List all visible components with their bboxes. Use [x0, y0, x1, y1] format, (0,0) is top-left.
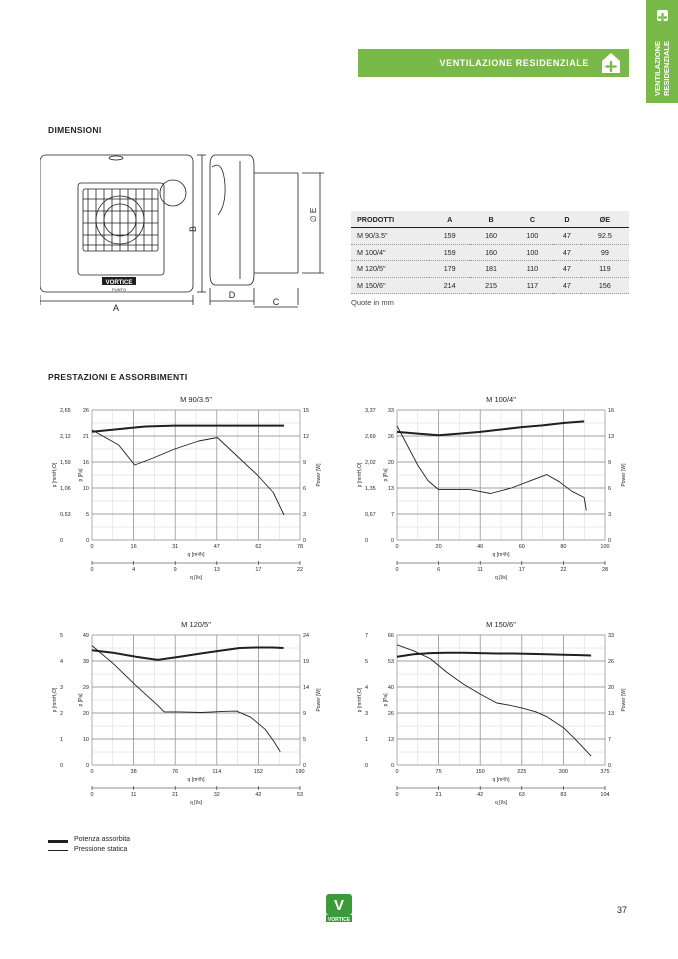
series-line-pressure [92, 646, 280, 752]
y-axis-label-mmh2o: p [mmH₂O] [52, 687, 58, 713]
dim-label-b: B [188, 225, 198, 233]
secondary-x-tick-label: 9 [173, 567, 177, 573]
secondary-x-axis-label: q [l/s] [190, 800, 202, 806]
x-axis-label: q [m³/h] [492, 552, 510, 558]
table-row [351, 244, 629, 261]
chart-title: M 150/6" [486, 620, 516, 629]
y-tick-label-pa: 20 [82, 711, 89, 717]
y-axis-label-pa: p [Pa] [78, 468, 84, 482]
units-note: Quote in mm [351, 298, 394, 307]
table-row [351, 228, 629, 245]
secondary-x-tick-label: 22 [296, 567, 304, 573]
table-cell: 92.5 [581, 228, 629, 245]
front-brand-label: VORTICE [105, 280, 133, 286]
y-tick-label-pa: 40 [387, 685, 394, 691]
y-tick-label-power: 9 [608, 460, 612, 466]
dim-label-e: ∅ E [309, 207, 318, 223]
y-tick-label-mmh2o: 2,65 [60, 408, 71, 414]
chart-title: M 120/5" [181, 620, 211, 629]
x-axis-label: q [m³/h] [187, 777, 205, 783]
secondary-x-tick-label: 0 [395, 567, 399, 573]
series-line-pressure [397, 426, 586, 511]
table-header: C [512, 211, 553, 228]
y-tick-label-power: 0 [608, 538, 612, 544]
y-tick-label-pa: 10 [82, 486, 89, 492]
table-cell: 215 [470, 277, 511, 294]
y-tick-label-mmh2o: 1,06 [60, 486, 71, 492]
table-header-row [351, 211, 629, 228]
y-axis-label-power: Power [W] [621, 688, 627, 712]
y-tick-label-mmh2o: 3 [60, 685, 64, 691]
y-axis-label-pa: p [Pa] [383, 693, 389, 707]
series-line-power [92, 426, 284, 432]
y-axis-label-power: Power [W] [316, 688, 322, 712]
y-tick-label-pa: 10 [82, 737, 89, 743]
y-tick-label-pa: 0 [85, 538, 89, 544]
secondary-x-tick-label: 42 [477, 792, 484, 798]
y-tick-label-power: 6 [303, 486, 307, 492]
secondary-x-tick-label: 4 [132, 567, 136, 573]
table-row [351, 261, 629, 278]
y-tick-label-power: 26 [608, 659, 615, 665]
secondary-x-tick-label: 0 [90, 792, 94, 798]
secondary-x-tick-label: 21 [172, 792, 179, 798]
secondary-x-tick-label: 83 [560, 792, 567, 798]
y-tick-label-power: 13 [608, 711, 615, 717]
y-tick-label-pa: 26 [387, 434, 394, 440]
secondary-x-tick-label: 21 [435, 792, 442, 798]
series-line-power [92, 648, 284, 660]
x-tick-label: 60 [518, 544, 525, 550]
legend-swatch-pressure [48, 850, 68, 851]
y-tick-label-mmh2o: 2 [60, 711, 64, 717]
table-cell: 181 [470, 261, 511, 278]
legend-label-pressure: Pressione statica [74, 846, 128, 853]
chart-title: M 100/4" [486, 395, 516, 404]
table-cell: 100 [512, 228, 553, 245]
y-tick-label-mmh2o: 7 [365, 633, 369, 639]
y-tick-label-mmh2o: 0,53 [60, 512, 71, 518]
y-tick-label-pa: 49 [82, 633, 89, 639]
y-tick-label-pa: 5 [85, 512, 89, 518]
performance-heading: PRESTAZIONI E ASSORBIMENTI [48, 372, 188, 382]
secondary-x-tick-label: 53 [296, 792, 304, 798]
y-tick-label-pa: 0 [390, 763, 394, 769]
secondary-x-tick-label: 11 [130, 792, 137, 798]
page-number: 37 [617, 905, 628, 915]
series-line-power [397, 421, 584, 435]
x-tick-label: 62 [255, 544, 262, 550]
table-cell: 119 [581, 261, 629, 278]
y-tick-label-mmh2o: 4 [60, 659, 64, 665]
y-tick-label-power: 6 [608, 486, 612, 492]
x-tick-label: 0 [395, 769, 399, 775]
y-tick-label-pa: 53 [387, 659, 394, 665]
y-tick-label-power: 33 [608, 633, 615, 639]
y-tick-label-power: 12 [303, 434, 310, 440]
secondary-x-tick-label: 0 [395, 792, 399, 798]
y-tick-label-mmh2o: 0 [60, 538, 64, 544]
table-cell: 47 [553, 244, 581, 261]
table-cell: 117 [512, 277, 553, 294]
y-axis-label-pa: p [Pa] [383, 468, 389, 482]
y-axis-label-power: Power [W] [316, 463, 322, 487]
y-tick-label-power: 3 [608, 512, 612, 518]
front-model-label: PUNTO [112, 287, 126, 292]
y-tick-label-mmh2o: 3 [365, 711, 369, 717]
y-tick-label-power: 3 [303, 512, 307, 518]
y-tick-label-mmh2o: 1 [365, 737, 369, 743]
y-tick-label-mmh2o: 2,12 [60, 434, 71, 440]
y-tick-label-power: 9 [303, 460, 307, 466]
secondary-x-tick-label: 32 [213, 792, 220, 798]
x-tick-label: 38 [130, 769, 137, 775]
y-tick-label-mmh2o: 2,02 [365, 460, 376, 466]
table-cell: 47 [553, 261, 581, 278]
y-tick-label-mmh2o: 3,37 [365, 408, 376, 414]
y-tick-label-power: 0 [608, 763, 612, 769]
series-line-pressure [397, 645, 591, 756]
x-tick-label: 190 [295, 769, 305, 775]
y-tick-label-power: 19 [303, 659, 310, 665]
x-tick-label: 20 [435, 544, 442, 550]
y-tick-label-pa: 26 [387, 711, 394, 717]
table-cell: M 100/4" [351, 244, 429, 261]
y-tick-label-pa: 21 [82, 434, 89, 440]
y-tick-label-mmh2o: 0,67 [365, 512, 376, 518]
y-tick-label-pa: 16 [82, 460, 89, 466]
table-cell: 110 [512, 261, 553, 278]
x-tick-label: 100 [600, 544, 610, 550]
dimensions-heading: DIMENSIONI [48, 125, 102, 135]
y-tick-label-mmh2o: 2,69 [365, 434, 376, 440]
y-axis-label-mmh2o: p [mmH₂O] [357, 687, 363, 713]
table-cell: M 120/5" [351, 261, 429, 278]
table-header: B [470, 211, 511, 228]
y-tick-label-power: 7 [608, 737, 612, 743]
x-tick-label: 0 [90, 544, 94, 550]
x-tick-label: 0 [395, 544, 399, 550]
banner-label: VENTILAZIONE RESIDENZIALE [439, 58, 589, 68]
table-header: PRODOTTI [351, 211, 429, 228]
x-tick-label: 40 [477, 544, 484, 550]
x-axis-label: q [m³/h] [492, 777, 510, 783]
chart-m90 [40, 392, 340, 582]
secondary-x-tick-label: 17 [518, 567, 525, 573]
y-tick-label-power: 14 [303, 685, 310, 691]
x-tick-label: 80 [560, 544, 567, 550]
x-tick-label: 225 [517, 769, 527, 775]
x-tick-label: 47 [213, 544, 220, 550]
secondary-x-tick-label: 0 [90, 567, 94, 573]
y-tick-label-mmh2o: 1 [60, 737, 64, 743]
secondary-x-axis-label: q [l/s] [495, 575, 507, 581]
legend-label-power: Potenza assorbita [74, 836, 131, 843]
y-axis-label-mmh2o: p [mmH₂O] [52, 462, 58, 488]
y-axis-label-power: Power [W] [621, 463, 627, 487]
secondary-x-tick-label: 28 [601, 567, 609, 573]
x-tick-label: 75 [435, 769, 442, 775]
table-cell: 156 [581, 277, 629, 294]
series-line-pressure [92, 430, 284, 515]
secondary-x-tick-label: 22 [560, 567, 567, 573]
y-tick-label-power: 13 [608, 434, 615, 440]
y-tick-label-power: 0 [303, 763, 307, 769]
secondary-x-axis-label: q [l/s] [495, 800, 507, 806]
x-tick-label: 114 [212, 769, 222, 775]
chart-m120 [40, 617, 340, 807]
x-tick-label: 16 [130, 544, 137, 550]
secondary-x-tick-label: 17 [255, 567, 262, 573]
x-tick-label: 76 [172, 769, 179, 775]
vortice-logo [325, 893, 353, 923]
dimension-drawing [40, 145, 340, 315]
section-banner [358, 49, 629, 77]
x-axis-label: q [m³/h] [187, 552, 205, 558]
y-tick-label-power: 20 [608, 685, 615, 691]
y-tick-label-mmh2o: 4 [365, 685, 369, 691]
chart-m100 [345, 392, 645, 582]
x-tick-label: 300 [558, 769, 568, 775]
table-cell: 179 [429, 261, 470, 278]
table-cell: 99 [581, 244, 629, 261]
dimensions-table [351, 211, 629, 294]
x-tick-label: 150 [475, 769, 485, 775]
y-tick-label-mmh2o: 0 [60, 763, 64, 769]
y-tick-label-pa: 13 [387, 486, 394, 492]
y-tick-label-mmh2o: 0 [365, 538, 369, 544]
secondary-x-tick-label: 6 [437, 567, 441, 573]
table-cell: 159 [429, 228, 470, 245]
chart-m150 [345, 617, 645, 807]
y-tick-label-mmh2o: 0 [365, 763, 369, 769]
secondary-x-tick-label: 63 [518, 792, 525, 798]
y-tick-label-mmh2o: 1,35 [365, 486, 376, 492]
y-axis-label-mmh2o: p [mmH₂O] [357, 462, 363, 488]
side-tab [646, 0, 678, 103]
dim-label-d: D [228, 290, 236, 300]
y-tick-label-mmh2o: 1,59 [60, 460, 71, 466]
x-tick-label: 78 [296, 544, 304, 550]
dim-label-a: A [112, 303, 120, 313]
table-header: A [429, 211, 470, 228]
y-tick-label-pa: 13 [387, 737, 394, 743]
y-tick-label-power: 15 [303, 408, 310, 414]
secondary-x-axis-label: q [l/s] [190, 575, 202, 581]
table-row [351, 277, 629, 294]
dim-label-c: C [272, 297, 280, 307]
side-tab-label: VENTILAZIONE RESIDENZIALE [653, 40, 671, 96]
y-axis-label-pa: p [Pa] [78, 693, 84, 707]
y-tick-label-pa: 33 [387, 408, 394, 414]
y-tick-label-power: 16 [608, 408, 615, 414]
y-tick-label-pa: 20 [387, 460, 394, 466]
y-tick-label-power: 5 [303, 737, 307, 743]
secondary-x-tick-label: 42 [255, 792, 262, 798]
y-tick-label-pa: 39 [82, 659, 89, 665]
y-tick-label-power: 0 [303, 538, 307, 544]
table-header: D [553, 211, 581, 228]
x-tick-label: 0 [90, 769, 94, 775]
x-tick-label: 31 [172, 544, 179, 550]
y-tick-label-mmh2o: 5 [60, 633, 64, 639]
legend-swatch-power [48, 840, 68, 843]
table-cell: 100 [512, 244, 553, 261]
y-tick-label-pa: 29 [82, 685, 89, 691]
table-cell: 159 [429, 244, 470, 261]
y-tick-label-mmh2o: 5 [365, 659, 369, 665]
y-tick-label-pa: 7 [390, 512, 394, 518]
x-tick-label: 375 [600, 769, 610, 775]
secondary-x-tick-label: 13 [213, 567, 220, 573]
table-cell: 214 [429, 277, 470, 294]
chart-title: M 90/3.5" [180, 395, 212, 404]
table-cell: 160 [470, 228, 511, 245]
table-cell: M 90/3.5" [351, 228, 429, 245]
house-fan-icon [601, 52, 621, 74]
table-cell: 47 [553, 228, 581, 245]
table-header: ØE [581, 211, 629, 228]
footer-brand: VORTICE [327, 917, 351, 923]
y-tick-label-pa: 66 [387, 633, 394, 639]
y-tick-label-power: 9 [303, 711, 307, 717]
y-tick-label-pa: 26 [82, 408, 89, 414]
series-line-power [397, 653, 591, 657]
y-tick-label-power: 24 [303, 633, 310, 639]
svg-text:V: V [333, 897, 345, 914]
secondary-x-tick-label: 11 [477, 567, 484, 573]
y-tick-label-pa: 0 [85, 763, 89, 769]
table-cell: 47 [553, 277, 581, 294]
table-cell: M 150/6" [351, 277, 429, 294]
y-tick-label-pa: 0 [390, 538, 394, 544]
x-tick-label: 152 [253, 769, 263, 775]
table-cell: 160 [470, 244, 511, 261]
secondary-x-tick-label: 104 [600, 792, 610, 798]
